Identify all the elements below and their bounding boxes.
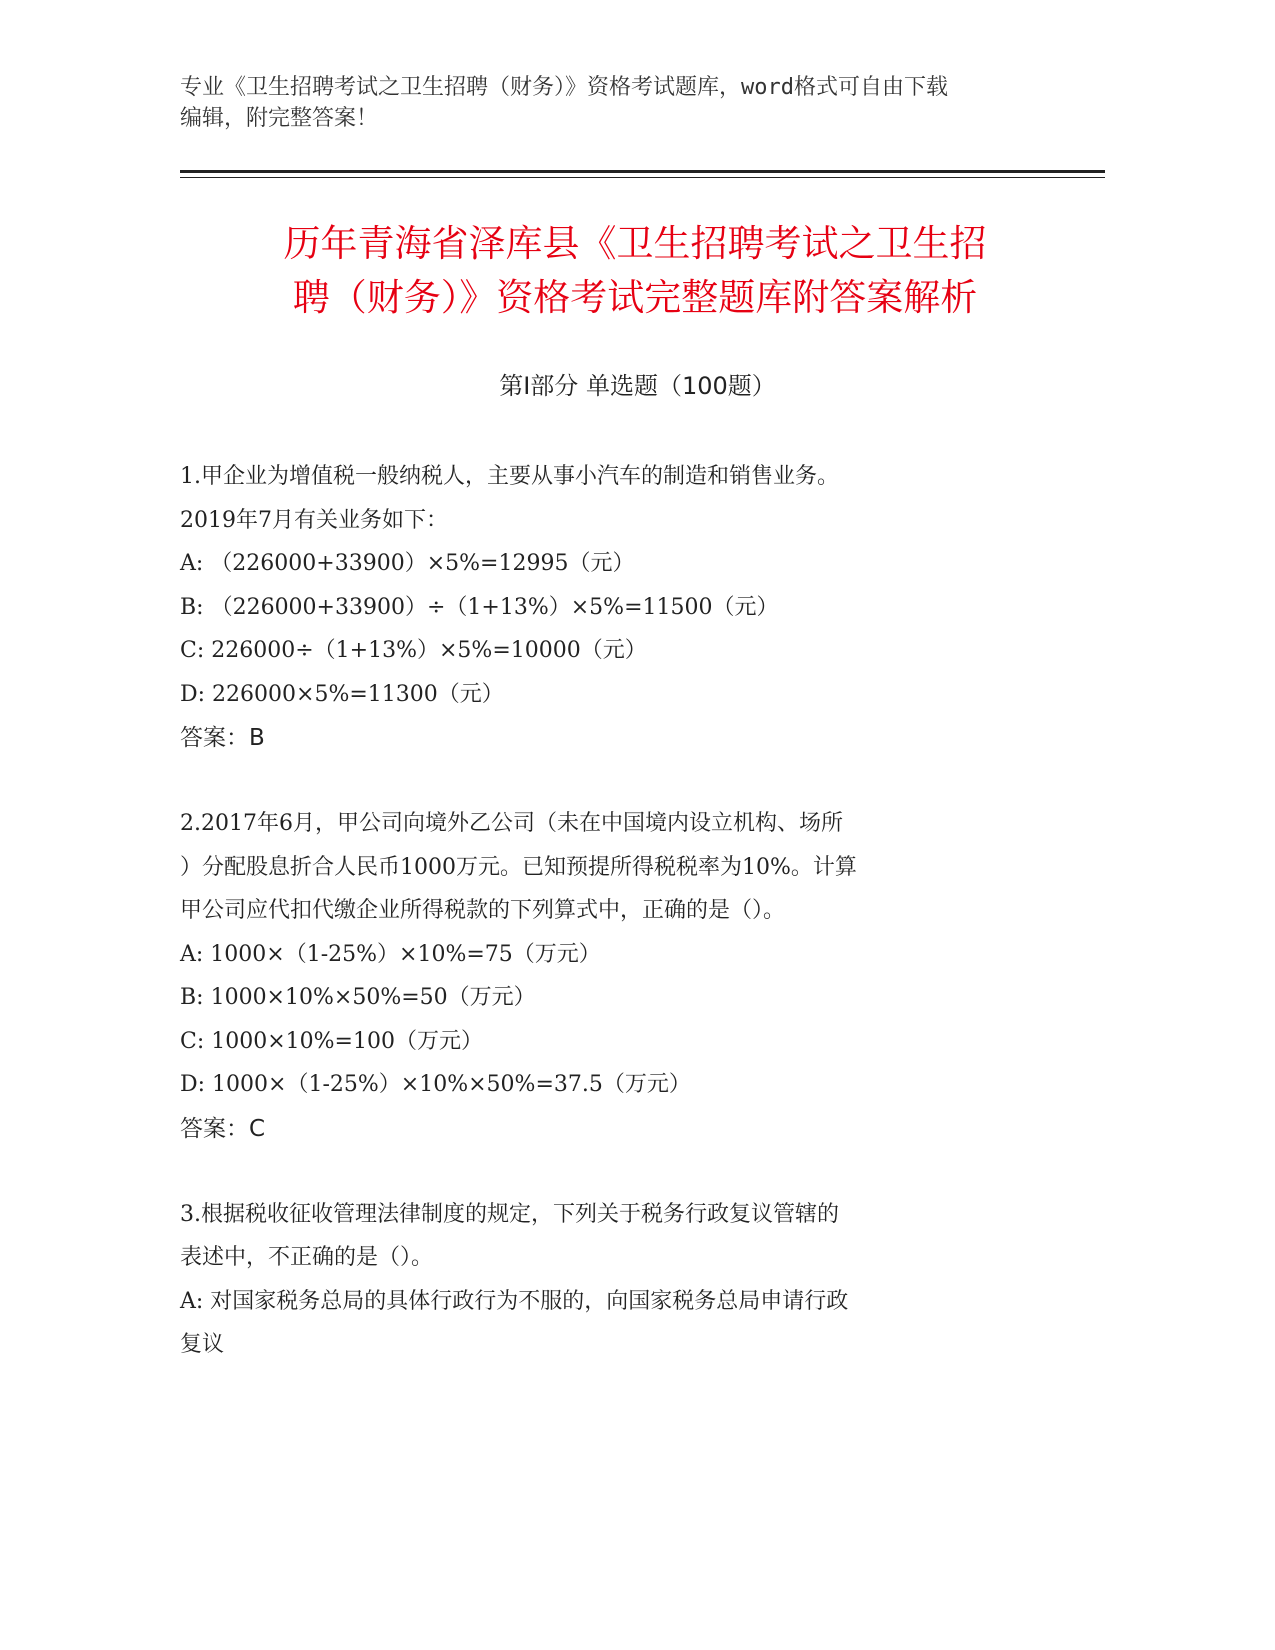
question-text	[180, 1193, 1060, 1280]
option-b: B: 1000×10%×50%=50（万元）	[180, 985, 536, 1010]
title-line: 聘（财务）》资格考试完整题库附答案解析	[292, 276, 978, 319]
question-item	[180, 802, 1060, 1151]
header-note-line: 编辑，附完整答案！	[180, 106, 379, 131]
option-b: B: （226000+33900）÷（1+13%）×5%=11500（元）	[180, 594, 779, 620]
option-a: A: 1000×（1-25%）×10%=75（万元）	[180, 941, 601, 967]
header-note	[180, 72, 1040, 134]
option-d: D: 1000×（1-25%）×10%×50%=37.5（万元）	[180, 1072, 691, 1097]
question-text-line: 表述中，不正确的是（）。	[180, 1245, 434, 1270]
question-text-line: 1.甲企业为增值税一般纳税人，主要从事小汽车的制造和销售业务。	[180, 464, 839, 489]
answer-label: 答案：C	[180, 1115, 266, 1142]
option-c: C: 1000×10%=100（万元）	[180, 1028, 483, 1054]
header-divider-thick	[180, 170, 1105, 173]
header-note-line: 专业《卫生招聘考试之卫生招聘（财务）》资格考试题库，word格式可自由下载	[180, 75, 948, 100]
header-divider-thin	[180, 177, 1105, 178]
question-text-line: 2.2017年6月，甲公司向境外乙公司（未在中国境内设立机构、场所	[180, 811, 843, 836]
title-line: 历年青海省泽库县《卫生招聘考试之卫生招	[283, 222, 987, 265]
question-text-line: 3.根据税收征收管理法律制度的规定，下列关于税务行政复议管辖的	[180, 1201, 839, 1227]
option-a-continued: 复议	[180, 1332, 225, 1357]
option-a: A: （226000+33900）×5%=12995（元）	[180, 551, 635, 576]
question-item	[180, 1193, 1060, 1367]
option-c: C: 226000÷（1+13%）×5%=10000（元）	[180, 638, 647, 663]
section-heading: 第Ⅰ部分 单选题（100题）	[499, 372, 776, 400]
question-text-line: 2019年7月有关业务如下：	[180, 507, 448, 533]
question-list	[180, 455, 1060, 1409]
question-item	[180, 455, 1060, 760]
document-title	[185, 217, 1085, 325]
question-text	[180, 802, 1060, 933]
question-text-line: ）分配股息折合人民币1000万元。已知预提所得税税率为10%。计算	[180, 854, 857, 880]
question-text-line: 甲公司应代扣代缴企业所得税款的下列算式中，正确的是（）。	[180, 898, 786, 923]
option-a: A: 对国家税务总局的具体行政行为不服的，向国家税务总局申请行政	[180, 1288, 849, 1314]
answer-label: 答案：B	[180, 725, 265, 751]
question-text	[180, 455, 1060, 542]
option-d: D: 226000×5%=11300（元）	[180, 681, 504, 707]
